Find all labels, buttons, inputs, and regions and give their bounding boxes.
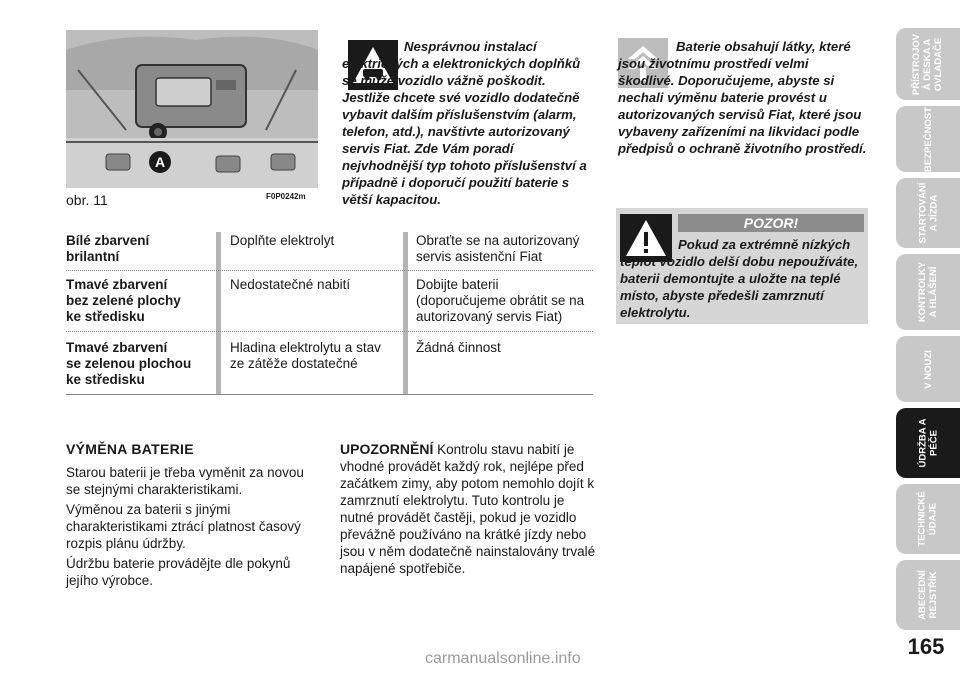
table-cell-state: Tmavé zbarvení bez zelené plochy ke středisku (66, 277, 181, 324)
table-cell-state: Bílé zbarvení brilantní (66, 233, 150, 264)
caution-box (616, 208, 868, 324)
tab-kontrolky[interactable] (896, 254, 960, 330)
tab-technicke-udaje[interactable] (896, 484, 960, 554)
paragraph: Údržbu baterie provádějte dle pokynů jejího výrobce. (66, 556, 291, 588)
table-cell-action: Žádná činnost (416, 340, 501, 355)
table-cell-meaning: Hladina elektrolytu a stav ze zátěže dostatečné (230, 340, 381, 371)
tab-label: BEZPEČNOST (922, 106, 934, 172)
note-paragraph (340, 441, 596, 577)
tab-label: KONTROLKY A HLÁŠENÍ (916, 261, 939, 323)
column-divider (216, 232, 221, 394)
tab-label: ABECEDNÍ REJSTŘÍK (917, 570, 939, 620)
installation-warning-text: Nesprávnou instalací elektrických a elektronických doplňků se může vozidlo vážně poškodit. Jestliže chcete své vozidlo dodatečně vybavit dalším příslušenstvím (alarm, telefon, atd.), navštivte autorizovaný servis Fiat. Zde Vám poradí nejvhodnější typ tohoto příslušenství a případně i doporučí použití baterie s větší kapacitou. (342, 39, 587, 207)
environment-warning-text: Baterie obsahují látky, které jsou životnímu prostředí velmi škodlivé. Doporučujeme, abyste si nechali výměnu baterie provést u autorizovaných servisů Fiat, které jsou vybaveny zařízeními na likvidaci podle předpisů o ochraně životního prostředí. (618, 39, 867, 156)
note-text: Kontrolu stavu nabití je vhodné provádět každý rok, nejlépe před začátkem zimy, aby potom nemohlo dojít k zamrznutí elektrolytu. Tuto kontrolu je nutné provádět častěji, pokud je vozidlo převážně používáno na krátké jízdy nebo jsou v něm dodatečně nainstalovány trvalé napájené spotřebiče. (340, 442, 596, 576)
table-cell-action: Obraťte se na autorizovaný servis asistenční Fiat (416, 233, 580, 264)
paragraph: Výměnou za baterii s jinými charakteristikami ztrácí platnost časový rozpis plánu údržby. (66, 502, 301, 551)
tab-udrzba[interactable] (896, 408, 960, 478)
table-cell-action: Dobijte baterii (doporučujeme obrátit se na autorizovaný servis Fiat) (416, 277, 585, 324)
row-divider (66, 331, 593, 332)
tab-label: ÚDRŽBA A PÉČE (917, 418, 939, 468)
page-number: 165 (907, 634, 945, 659)
table-cell-meaning: Doplňte elektrolyt (230, 233, 335, 248)
figure-caption: obr. 11 (66, 192, 108, 208)
tab-label: TECHNICKÉ ÚDAJE (916, 491, 939, 547)
figure-code: F0P0242m (266, 192, 306, 201)
installation-warning (340, 30, 595, 207)
section-title: VÝMĚNA BATERIE (66, 441, 194, 457)
caution-text: Pokud za extrémně nízkých teplot vozidlo delší dobu nepoužíváte, baterii demontujte a uložte na teplé místo, abyste předešli zamrznutí elektrolytu. (620, 237, 859, 320)
tab-label: PŘÍSTROJOV Á DESKA A OVLADAČE (911, 33, 945, 95)
tab-pristrojova-deska[interactable] (896, 28, 960, 100)
battery-illustration (66, 30, 318, 188)
callout-a: A (154, 154, 166, 170)
tab-label: STARTOVÁNÍ A JÍZDA (917, 182, 939, 244)
tab-label: V NOUZI (922, 349, 934, 389)
tab-v-nouzi[interactable] (896, 336, 960, 402)
table-cell-meaning: Nedostatečné nabití (230, 277, 351, 292)
tab-abecedni-rejstrik[interactable] (896, 560, 960, 630)
environment-warning (616, 30, 868, 170)
table-bottom-rule (66, 394, 593, 395)
watermark: carmanualsonline.info (425, 650, 581, 667)
tab-startovani[interactable] (896, 178, 960, 248)
tab-bezpecnost[interactable] (896, 106, 960, 172)
paragraph: Starou baterii je třeba vyměnit za novou se stejnými charakteristikami. (66, 465, 304, 497)
caution-label: POZOR! (678, 214, 864, 232)
note-label: UPOZORNĚNÍ (340, 441, 434, 457)
row-divider (66, 270, 593, 271)
column-divider (403, 232, 408, 394)
battery-figure (66, 30, 318, 188)
table-cell-state: Tmavé zbarvení se zelenou plochou ke středisku (66, 340, 192, 387)
